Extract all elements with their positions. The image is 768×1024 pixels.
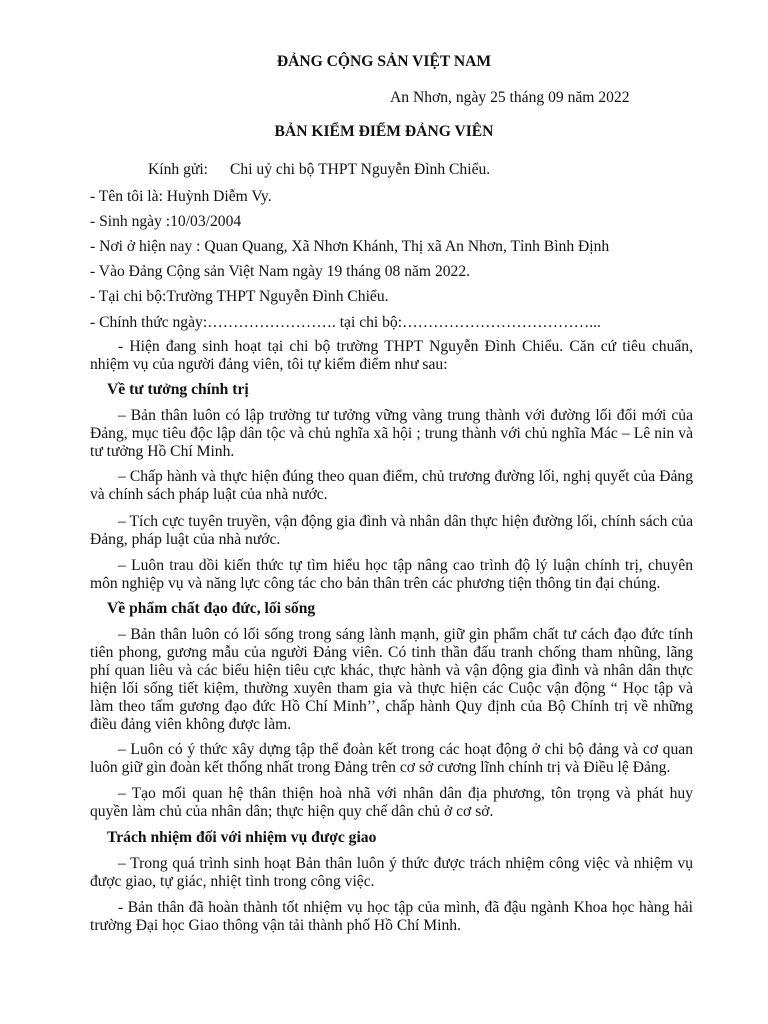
info-party-cell: - Tại chi bộ:Trường THPT Nguyễn Đình Chiểu. [90,288,389,305]
responsibility-paragraph-2: - Bản thân đã hoàn thành tốt nhiệm vụ học tập của mình, đã đậu ngành Khoa học hàng hải trường Đại học Giao thông vận tải thành phố Hồ Chí Minh. [90,899,693,934]
info-official-date: - Chính thức ngày:……………………. tại chi bộ:………………………………... [90,314,601,331]
info-address: - Nơi ở hiện nay : Quan Quang, Xã Nhơn Khánh, Thị xã An Nhơn, Tỉnh Bình Định [90,238,610,255]
section-heading-ethics: Về phẩm chất đạo đức, lối sống [107,600,316,617]
info-birthdate: - Sinh ngày :10/03/2004 [90,213,242,230]
recipient-label: Kính gửi: [148,161,208,178]
section-heading-politics: Về tư tưởng chính trị [107,381,249,398]
info-name: - Tên tôi là: Huỳnh Diễm Vy. [90,188,272,205]
party-header: ĐẢNG CỘNG SẢN VIỆT NAM [276,53,492,70]
politics-paragraph-4: – Luôn trau dồi kiến thức tự tìm hiểu học tập nâng cao trình độ lý luận chính trị, chuyên môn nghiệp vụ và năng lực công tác cho bản thân trên các phương tiện thông tin đại chúng. [90,557,693,592]
recipient-value: Chi uỷ chi bộ THPT Nguyễn Đình Chiểu. [230,161,491,178]
politics-paragraph-3: – Tích cực tuyên truyền, vận động gia đình và nhân dân thực hiện đường lối, chính sách của Đảng, pháp luật của nhà nước. [90,513,693,548]
politics-paragraph-1: – Bản thân luôn có lập trường tư tưởng vững vàng trung thành với đường lối đổi mới của Đảng, mục tiêu độc lập dân tộc và chủ nghĩa xã hội ; trung thành với chủ nghĩa Mác – Lê nin và tư tưởng Hồ Chí Minh. [90,407,693,460]
politics-paragraph-2: – Chấp hành và thực hiện đúng theo quan điểm, chủ trương đường lối, nghị quyết của Đảng và chính sách pháp luật của nhà nước. [90,468,693,503]
place-date: An Nhơn, ngày 25 tháng 09 năm 2022 [390,89,630,106]
section-heading-responsibility: Trách nhiệm đối với nhiệm vụ được giao [107,829,377,846]
document-title: BẢN KIỂM ĐIỂM ĐẢNG VIÊN [274,123,494,140]
ethics-paragraph-3: – Tạo mối quan hệ thân thiện hoà nhã với nhân dân địa phương, tôn trọng và phát huy quyền làm chủ của nhân dân; thực hiện quy chế dân chủ ở cơ sở. [90,785,693,820]
intro-paragraph: - Hiện đang sinh hoạt tại chi bộ trường THPT Nguyễn Đình Chiểu. Căn cứ tiêu chuẩn, nhiệm vụ của người đảng viên, tôi tự kiểm điểm như sau: [90,338,693,373]
info-admission-date: - Vào Đảng Cộng sản Việt Nam ngày 19 tháng 08 năm 2022. [90,263,471,280]
ethics-paragraph-2: – Luôn có ý thức xây dựng tập thể đoàn kết trong các hoạt động ở chi bộ đảng và cơ quan luôn giữ gìn đoàn kết thống nhất trong Đảng trên cơ sở cương lĩnh chính trị và Điều lệ Đảng. [90,741,693,776]
responsibility-paragraph-1: – Trong quá trình sinh hoạt Bản thân luôn ý thức được trách nhiệm công việc và nhiệm vụ được giao, tự giác, nhiệt tình trong công việc. [90,855,693,890]
ethics-paragraph-1: – Bản thân luôn có lối sống trong sáng lành mạnh, giữ gìn phẩm chất tư cách đạo đức tính tiên phong, gương mẫu của người Đảng viên. Có tinh thần đấu tranh chống tham nhũng, lãng phí quan liêu và các biểu hiện tiêu cực khác, thực hành và vận động gia đình và nhân dân thực hiện lối sống tiết kiệm, thường xuyên tham gia và thực hiện các Cuộc vận động “ Học tập và làm theo tấm gương đạo đức Hồ Chí Minh’’, chấp hành Quy định của Bộ Chính trị về những điều đảng viên không được làm. [90,626,693,733]
